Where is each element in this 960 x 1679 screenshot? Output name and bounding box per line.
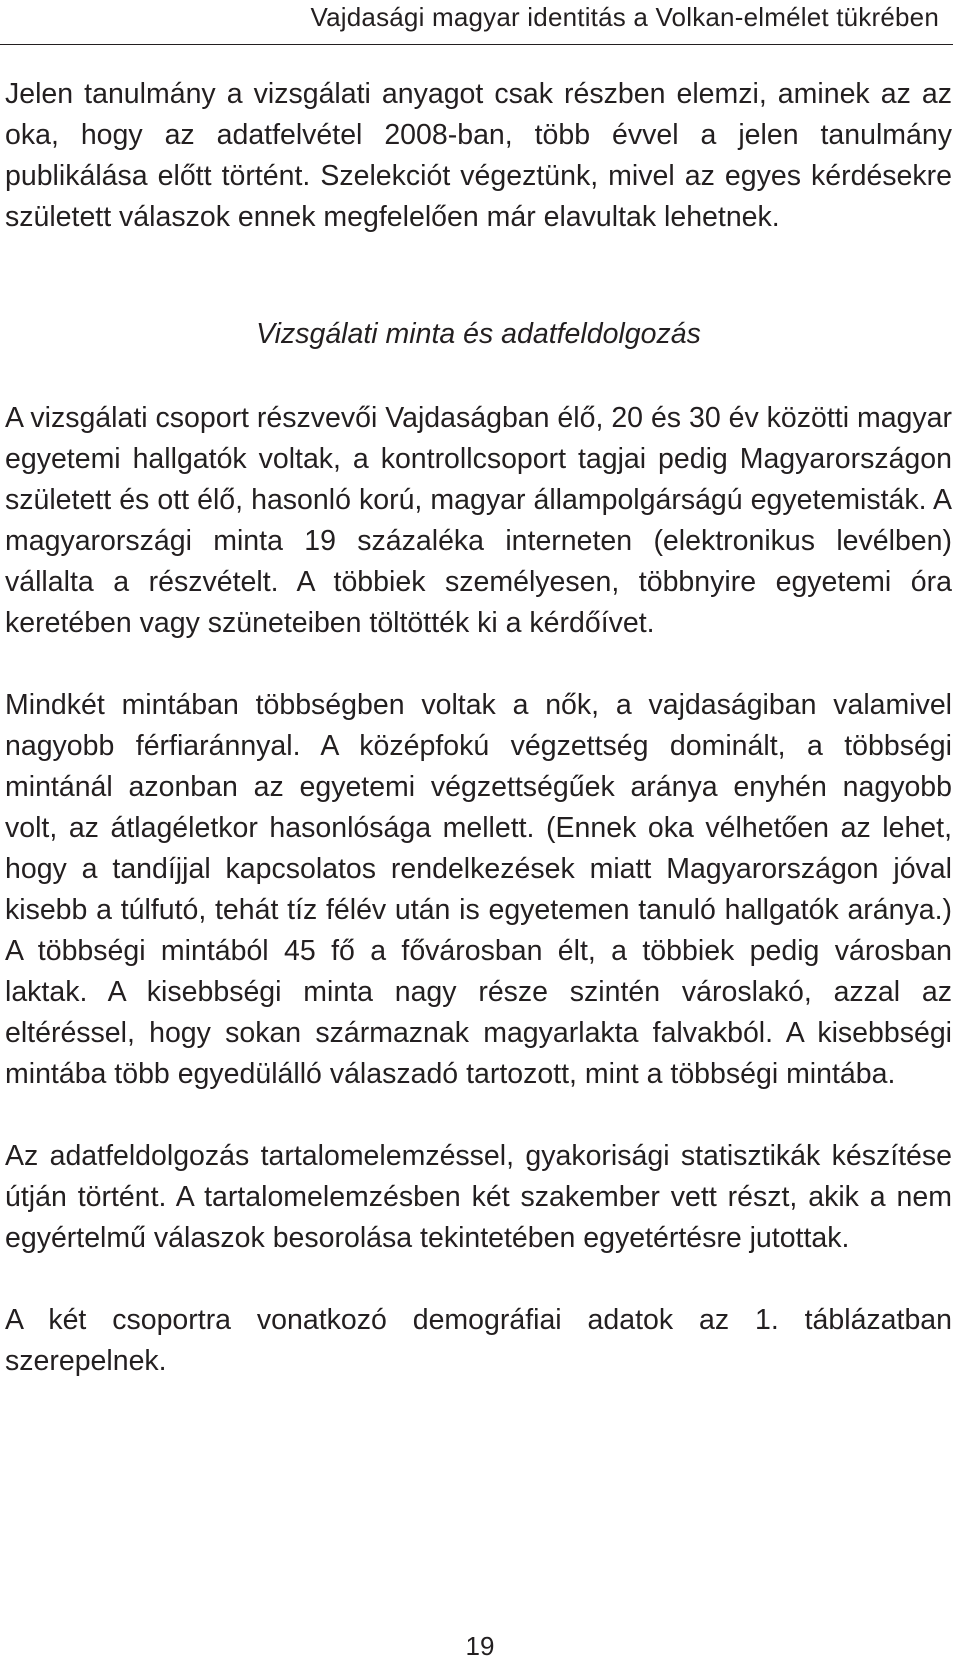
paragraph-intro: Jelen tanulmány a vizsgálati anyagot csak részben elemzi, aminek az az oka, hogy az adatfelvétel 2008-ban, több évvel a jelen tanulmány publikálása előtt történt. Szelekciót végeztünk, mivel az egyes kérdésekre született válaszok ennek megfelelően már elavultak lehetnek. — [5, 78, 952, 233]
paragraph-processing: Az adatfeldolgozás tartalomelemzéssel, gyakorisági statisztikák készítése útján történt. A tartalomelemzésben két szakember vett részt, akik a nem egyértelmű válaszok besorolása tekintetében egyetértésre jutottak. — [5, 1140, 952, 1254]
running-header — [0, 0, 953, 45]
section-spacer — [5, 238, 952, 314]
paragraph-spacer — [5, 1095, 952, 1136]
paragraph-spacer — [5, 644, 952, 685]
heading-spacer — [5, 355, 952, 398]
running-header-title: Vajdasági magyar identitás a Volkan-elmélet tükrében — [310, 2, 939, 32]
body-text — [5, 74, 952, 1382]
paragraph-table-reference: A két csoportra vonatkozó demográfiai adatok az 1. táblázatban szerepelnek. — [5, 1304, 952, 1377]
paragraph-spacer — [5, 1259, 952, 1300]
page-number: 19 — [465, 1631, 495, 1661]
section-heading: Vizsgálati minta és adatfeldolgozás — [256, 318, 701, 350]
paragraph-sample: A vizsgálati csoport részvevői Vajdaságban élő, 20 és 30 év közötti magyar egyetemi hallgatók voltak, a kontrollcsoport tagjai pedig Magyarországon született és ott élő, hasonló korú, magyar állampolgárságú egyetemisták. A magyarországi minta 19 százaléka interneten (elektronikus levélben) vállalta a részvételt. A többiek személyesen, többnyire egyetemi óra keretében vagy szüneteiben töltötték ki a kérdőívet. — [5, 402, 952, 639]
paragraph-demographics: Mindkét mintában többségben voltak a nők, a vajdaságiban valamivel nagyobb férfiaránnyal. A középfokú végzettség dominált, a többségi mintánál azonban az egyetemi végzettségűek aránya enyhén nagyobb volt, az átlagéletkor hasonlósága mellett. (Ennek oka vélhetően az lehet, hogy a tandíjjal kapcsolatos rendelkezések miatt Magyarországon jóval kisebb a túlfutó, tehát tíz félév után is egyetemen tanuló hallgatók aránya.) A többségi mintából 45 fő a fővárosban élt, a többiek pedig városban laktak. A kisebbségi minta nagy része szintén városlakó, azzal az eltéréssel, hogy sokan származnak magyarlakta falvakból. A kisebbségi mintába több egyedülálló válaszadó tartozott, mint a többségi mintába. — [5, 689, 952, 1090]
